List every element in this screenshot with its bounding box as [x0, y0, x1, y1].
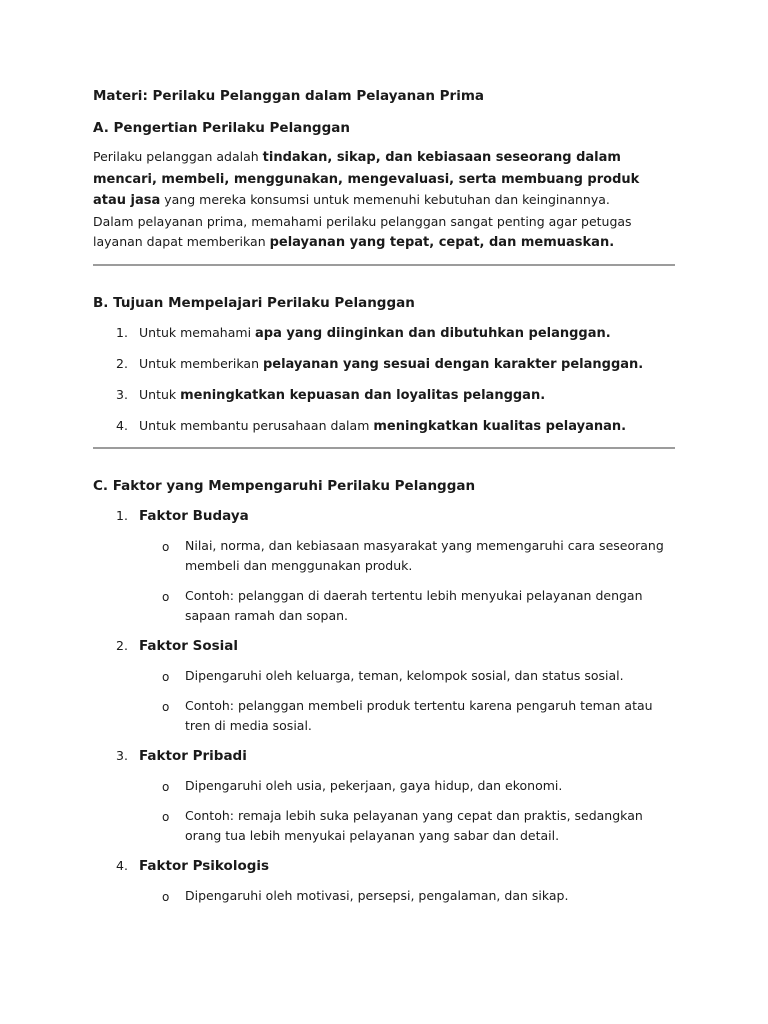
- list-emphasis: meningkatkan kualitas pelayanan.: [373, 418, 627, 434]
- section-c-heading: C. Faktor yang Mempengaruhi Perilaku Pelanggan: [93, 477, 476, 494]
- circle-bullet-icon: o: [162, 589, 170, 604]
- list-text: Untuk memahami: [139, 324, 256, 340]
- bullet-text: Nilai, norma, dan kebiasaan masyarakat yang memengaruhi cara seseorang membeli dan menggunakan produk.: [185, 537, 664, 573]
- factor-item: [93, 746, 675, 766]
- list-item: [93, 385, 675, 406]
- factor-bullet-list: [93, 666, 675, 736]
- factor-bullet-list: [93, 886, 675, 906]
- section-a-paragraph-1: [93, 147, 675, 212]
- list-emphasis: meningkatkan kepuasan dan loyalitas pelanggan.: [180, 387, 546, 403]
- section-c-factor-list: [93, 856, 675, 876]
- bullet-item: [93, 696, 675, 736]
- section-c-factor-list: [93, 746, 675, 766]
- circle-bullet-icon: o: [162, 669, 170, 684]
- bullet-item: [93, 776, 675, 796]
- circle-bullet-icon: o: [162, 779, 170, 794]
- list-number: 4.: [116, 417, 128, 433]
- bullet-text: Contoh: pelanggan membeli produk tertentu karena pengaruh teman atau tren di media sosial.: [185, 697, 653, 733]
- factor-title: Faktor Pribadi: [139, 747, 247, 764]
- list-item: [93, 354, 675, 375]
- section-b-list: [93, 323, 675, 437]
- bullet-text: Contoh: remaja lebih suka pelayanan yang cepat dan praktis, sedangkan orang tua lebih menyukai pelayanan yang sabar dan detail.: [185, 807, 643, 843]
- list-text: Untuk memberikan: [139, 355, 263, 371]
- list-item: [93, 323, 675, 344]
- list-number: 2.: [116, 637, 128, 653]
- paragraph-text: Perilaku pelanggan adalah: [93, 149, 263, 164]
- list-number: 3.: [116, 386, 128, 402]
- document-page: [93, 86, 675, 906]
- bullet-item: [93, 586, 675, 626]
- bullet-item: [93, 806, 675, 846]
- section-b-heading: B. Tujuan Mempelajari Perilaku Pelanggan: [93, 294, 415, 311]
- circle-bullet-icon: o: [162, 889, 170, 904]
- section-divider: [93, 447, 675, 449]
- bullet-item: [93, 536, 675, 576]
- factor-item: [93, 506, 675, 526]
- section-a-heading: A. Pengertian Perilaku Pelanggan: [93, 120, 350, 136]
- list-item: [93, 416, 675, 437]
- list-emphasis: apa yang diinginkan dan dibutuhkan pelanggan.: [255, 325, 611, 341]
- paragraph-emphasis: tindakan, sikap, dan kebiasaan seseorang dalam mencari, membeli, menggunakan, mengevaluasi, serta membuang produk atau jasa: [93, 150, 640, 208]
- section-c-factor-list: [93, 506, 675, 526]
- factor-bullet-list: [93, 536, 675, 626]
- circle-bullet-icon: o: [162, 539, 170, 554]
- section-divider: [93, 264, 675, 266]
- factor-item: [93, 636, 675, 656]
- factor-bullet-list: [93, 776, 675, 846]
- factor-title: Faktor Sosial: [139, 637, 239, 654]
- paragraph-emphasis: pelayanan yang tepat, cepat, dan memuaskan.: [269, 235, 615, 250]
- factor-item: [93, 856, 675, 876]
- section-a-paragraph-2: [93, 212, 675, 254]
- bullet-text: Dipengaruhi oleh motivasi, persepsi, pengalaman, dan sikap.: [185, 887, 569, 903]
- list-number: 2.: [116, 355, 128, 371]
- list-number: 4.: [116, 857, 128, 873]
- factor-title: Faktor Psikologis: [139, 857, 270, 874]
- bullet-text: Dipengaruhi oleh keluarga, teman, kelompok sosial, dan status sosial.: [185, 667, 624, 683]
- section-c-factor-list: [93, 636, 675, 656]
- list-number: 1.: [116, 324, 128, 340]
- list-number: 3.: [116, 747, 128, 763]
- list-text: Untuk: [139, 386, 181, 402]
- factor-title: Faktor Budaya: [139, 507, 249, 524]
- circle-bullet-icon: o: [162, 699, 170, 714]
- list-emphasis: pelayanan yang sesuai dengan karakter pelanggan.: [262, 356, 644, 372]
- paragraph-text: yang mereka konsumsi untuk memenuhi kebutuhan dan keinginannya.: [160, 192, 610, 207]
- bullet-item: [93, 666, 675, 686]
- bullet-text: Dipengaruhi oleh usia, pekerjaan, gaya hidup, dan ekonomi.: [185, 777, 563, 793]
- document-title: Materi: Perilaku Pelanggan dalam Pelayanan Prima: [93, 88, 484, 104]
- paragraph-text: Dalam pelayanan prima, memahami perilaku pelanggan sangat penting agar petugas layanan dapat memberikan: [93, 213, 632, 249]
- list-number: 1.: [116, 507, 128, 523]
- circle-bullet-icon: o: [162, 809, 170, 824]
- list-text: Untuk membantu perusahaan dalam: [139, 417, 374, 433]
- bullet-text: Contoh: pelanggan di daerah tertentu lebih menyukai pelayanan dengan sapaan ramah dan sopan.: [185, 587, 643, 623]
- bullet-item: [93, 886, 675, 906]
